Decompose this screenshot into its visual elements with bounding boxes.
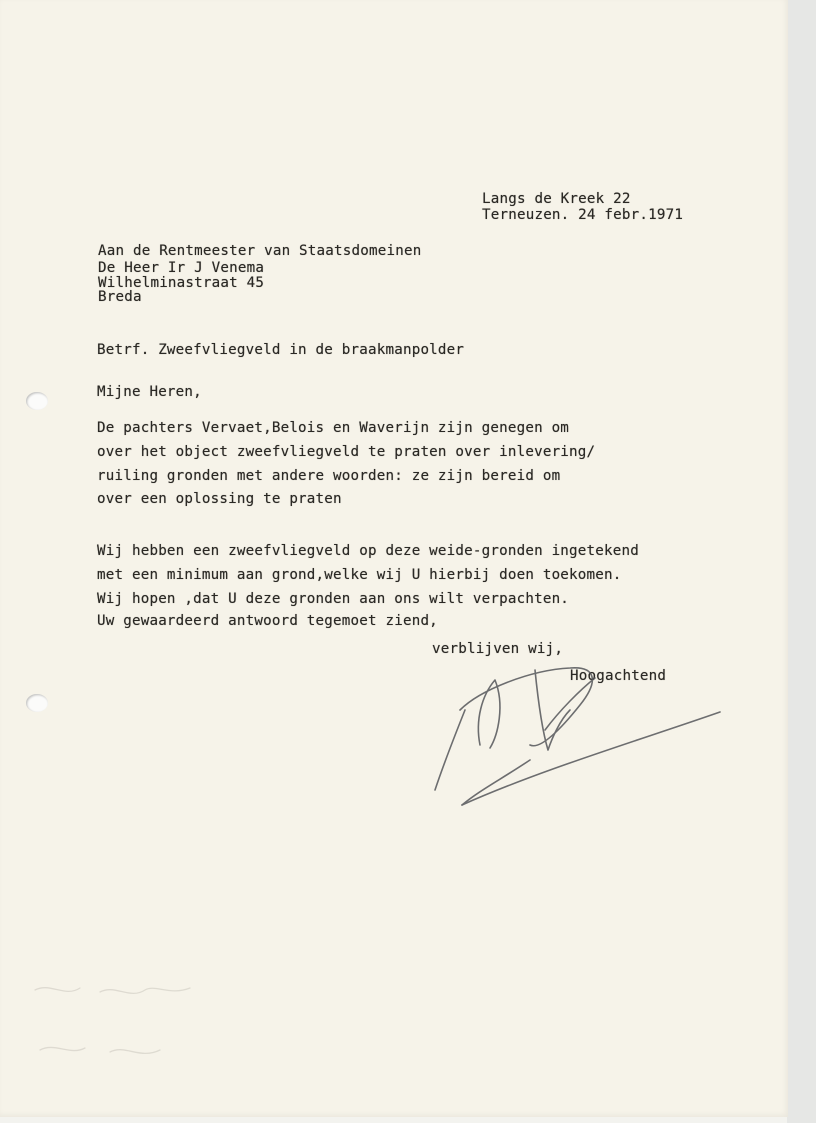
punch-hole-top (26, 392, 48, 410)
body-line: Wij hebben een zweefvliegveld op deze weide-gronden ingetekend (97, 543, 639, 559)
closing-phrase: verblijven wij, (432, 641, 564, 657)
body-line: met een minimum aan grond,welke wij U hierbij doen toekomen. (97, 567, 622, 583)
recipient-line: De Heer Ir J Venema (98, 260, 265, 276)
body-line: De pachters Vervaet,Belois en Waverijn zijn genegen om (97, 420, 570, 436)
scan-background-strip (787, 0, 816, 1123)
punch-hole-bottom (26, 694, 48, 712)
body-line: over het object zweefvliegveld te praten over inlevering/ (97, 444, 596, 460)
sender-street: Langs de Kreek 22 (482, 191, 631, 207)
handwritten-signature (420, 650, 730, 820)
recipient-line: Wilhelminastraat 45 (98, 275, 265, 291)
body-line: Wij hopen ,dat U deze gronden aan ons wilt verpachten. (97, 591, 570, 607)
recipient-line: Aan de Rentmeester van Staatsdomeinen (98, 243, 422, 259)
recipient-line: Breda (98, 289, 142, 305)
place-and-date: Terneuzen. 24 febr.1971 (482, 207, 684, 223)
subject-line: Betrf. Zweefvliegveld in de braakmanpolder (97, 342, 465, 358)
closing-greeting: Hoogachtend (570, 668, 667, 684)
body-line: over een oplossing te praten (97, 491, 342, 507)
body-line: Uw gewaardeerd antwoord tegemoet ziend, (97, 613, 438, 629)
faint-bleedthrough-marks (20, 970, 260, 1080)
salutation: Mijne Heren, (97, 384, 202, 400)
body-line: ruiling gronden met andere woorden: ze zijn bereid om (97, 468, 561, 484)
